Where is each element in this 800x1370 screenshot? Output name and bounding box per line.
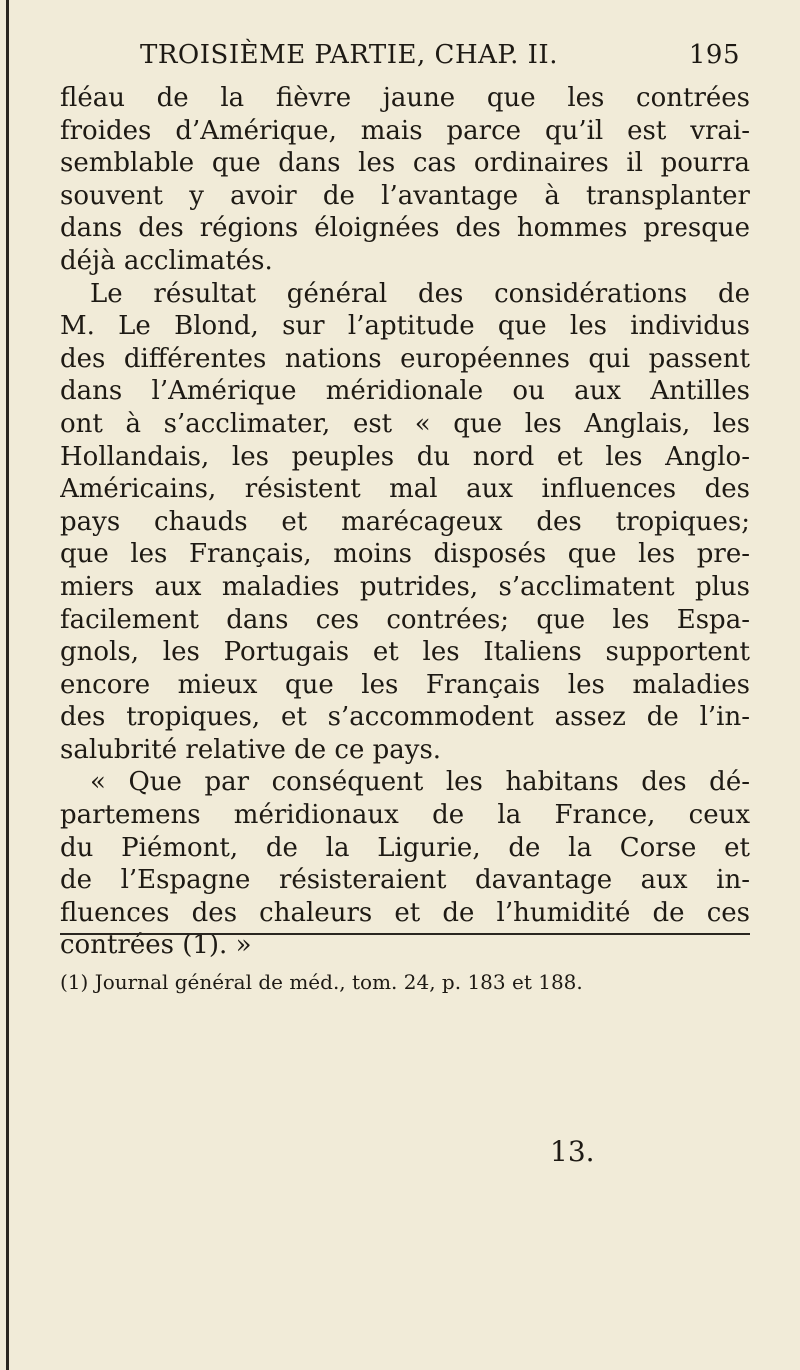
- text-line: miers aux maladies putrides, s’acclimatent plus: [60, 571, 750, 602]
- text-line: que les Français, moins disposés que les pre-: [60, 539, 750, 570]
- text-line: dans l’Amérique méridionale ou aux Antilles: [60, 376, 750, 407]
- running-title: TROISIÈME PARTIE, CHAP. II.: [140, 40, 558, 70]
- signature-mark: 13.: [550, 1135, 595, 1168]
- text-line: gnols, les Portugais et les Italiens supportent: [60, 637, 750, 668]
- text-line: salubrité relative de ce pays.: [60, 734, 442, 765]
- text-line: contrées (1). »: [60, 930, 252, 961]
- footnote: (1) Journal général de méd., tom. 24, p. 183 et 188.: [60, 970, 583, 994]
- page-edge: [6, 0, 9, 1370]
- text-line: déjà acclimatés.: [60, 245, 273, 276]
- text-line: souvent y avoir de l’avantage à transplanter: [60, 180, 750, 211]
- text-line: froides d’Amérique, mais parce qu’il est vrai-: [60, 115, 750, 146]
- text-line: « Que par conséquent les habitans des dé-: [90, 767, 750, 798]
- running-header: [140, 40, 740, 80]
- text-line: dans des régions éloignées des hommes presque: [60, 213, 750, 244]
- footnote-rule: [60, 933, 750, 935]
- text-line: ont à s’acclimater, est « que les Anglais, les: [60, 408, 750, 439]
- text-line: semblable que dans les cas ordinaires il pourra: [60, 148, 750, 179]
- text-line: Hollandais, les peuples du nord et les Anglo-: [60, 441, 750, 472]
- text-line: facilement dans ces contrées; que les Espa-: [60, 604, 750, 635]
- text-line: des tropiques, et s’accommodent assez de l’in-: [60, 702, 750, 733]
- text-line: de l’Espagne résisteraient davantage aux in-: [60, 865, 750, 896]
- text-line: du Piémont, de la Ligurie, de la Corse et: [60, 832, 750, 863]
- text-line: M. Le Blond, sur l’aptitude que les individus: [60, 311, 750, 342]
- text-line: des différentes nations européennes qui passent: [60, 343, 750, 374]
- text-line: Américains, résistent mal aux influences des: [60, 474, 750, 505]
- text-line: fléau de la fièvre jaune que les contrées: [60, 83, 750, 113]
- text-line: partemens méridionaux de la France, ceux: [60, 800, 750, 831]
- body-text: [60, 82, 750, 962]
- text-line: fluences des chaleurs et de l’humidité de ces: [60, 897, 750, 928]
- text-line: encore mieux que les Français les maladies: [60, 669, 750, 700]
- text-line: Le résultat général des considérations de: [90, 278, 750, 309]
- text-line: pays chauds et marécageux des tropiques;: [60, 506, 750, 537]
- page-number: 195: [688, 40, 740, 70]
